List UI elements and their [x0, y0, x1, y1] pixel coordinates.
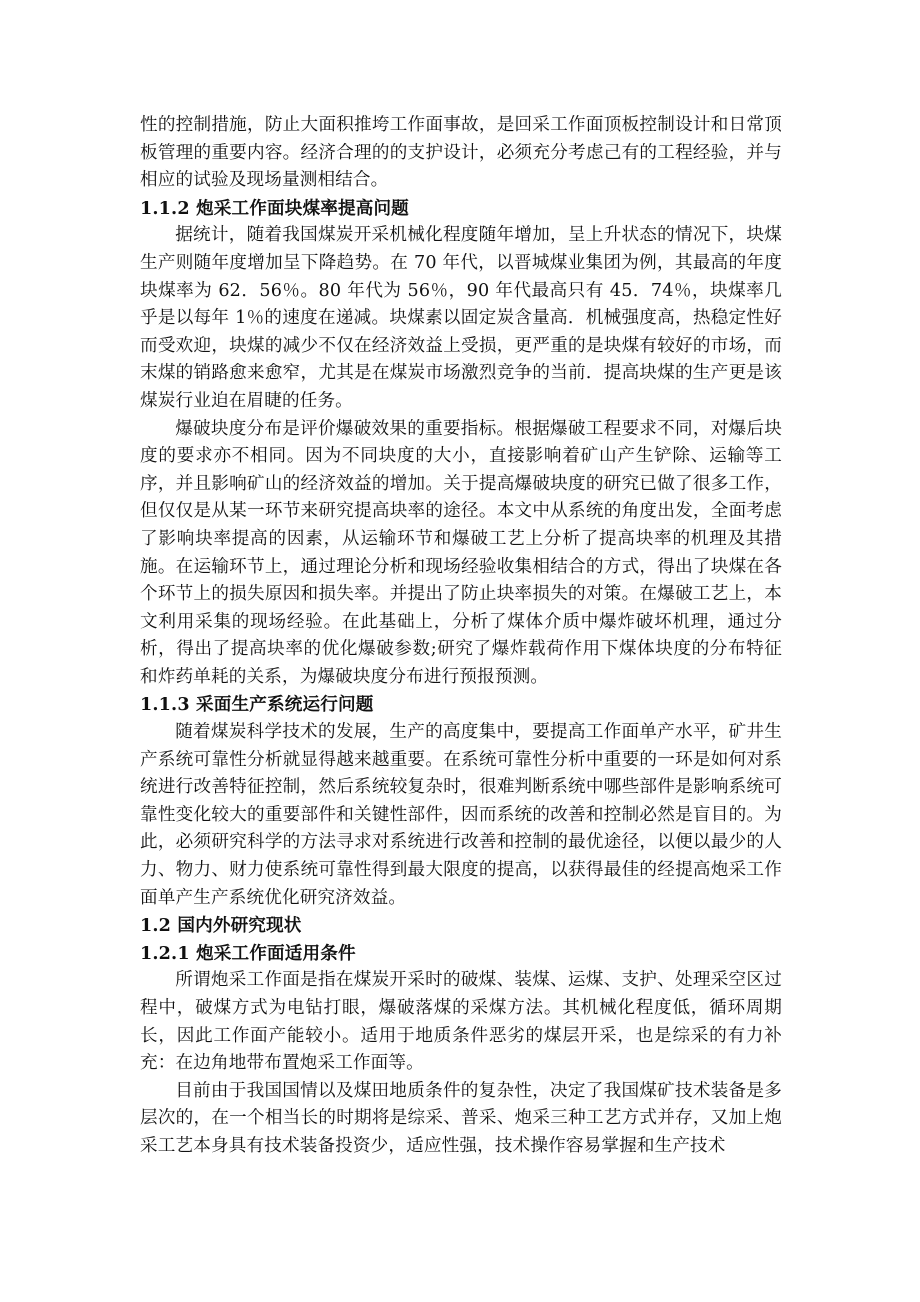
body-paragraph: 所谓炮采工作面是指在煤炭开采时的破煤、装煤、运煤、支护、处理采空区过程中，破煤方式为电钻打眼，爆破落煤的采煤方法。其机械化程度低，循环周期长，因此工作面产能较小。适用于地质条件恶劣的煤层开采，也是综采的有力补充：在边角地带布置炮采工作面等。: [140, 970, 782, 1074]
body-paragraph: 据统计，随着我国煤炭开采机械化程度随年增加，呈上升状态的情况下，块煤生产则随年度增加呈下降趋势。在 70 年代，以晋城煤业集团为例，其最高的年度块煤率为 62．56％。80 年代为 56％，90 年代最高只有 45．74％，块煤率几乎是以每年 1％的速度在递减。块煤素以固定炭含量高．机械强度高，热稳定性好而受欢迎，块煤的减少不仅在经济效益上受损，更严重的是块煤有较好的市场，而末煤的销路愈来愈窄，尤其是在煤炭市场激烈竞争的当前．提高块煤的生产更是该煤炭行业迫在眉睫的任务。: [140, 225, 782, 411]
body-paragraph: 目前由于我国国情以及煤田地质条件的复杂性，决定了我国煤矿技术装备是多层次的，在一个相当长的时期将是综采、普采、炮采三种工艺方式并存，又加上炮采工艺本身具有技术装备投资少，适应性强，技术操作容易掌握和生产技术: [140, 1080, 782, 1156]
document-page: [140, 112, 782, 1161]
body-paragraph: 性的控制措施，防止大面积推垮工作面事故，是回采工作面顶板控制设计和日常顶板管理的重要内容。经济合理的的支护设计，必须充分考虑己有的工程经验，并与相应的试验及现场量测相结合。: [140, 115, 782, 191]
section-heading-1-2: 1.2 国内外研究现状: [140, 915, 302, 937]
body-paragraph: 随着煤炭科学技术的发展，生产的高度集中，要提高工作面单产水平，矿井生产系统可靠性分析就显得越来越重要。在系统可靠性分析中重要的一环是如何对系统进行改善特征控制，然后系统较复杂时，很难判断系统中哪些部件是影响系统可靠性变化较大的重要部件和关键性部件，因而系统的改善和控制必然是盲目的。为此，必须研究科学的方法寻求对系统进行改善和控制的最优途径，以便以最少的人力、物力、财力使系统可靠性得到最大限度的提高，以获得最佳的经提高炮采工作面单产生产系统优化研究济效益。: [140, 722, 782, 908]
section-heading-1-1-3: 1.1.3 采面生产系统运行问题: [140, 694, 374, 716]
body-paragraph: 爆破块度分布是评价爆破效果的重要指标。根据爆破工程要求不同，对爆后块度的要求亦不相同。因为不同块度的大小，直接影响着矿山产生铲除、运输等工序，并且影响矿山的经济效益的增加。关于提高爆破块度的研究已做了很多工作，但仅仅是从某一环节来研究提高块率的途径。本文中从系统的角度出发，全面考虑了影响块率提高的因素，从运输环节和爆破工艺上分析了提高块率的机理及其措施。在运输环节上，通过理论分析和现场经验收集相结合的方式，得出了块煤在各个环节上的损失原因和损失率。并提出了防止块率损失的对策。在爆破工艺上，本文利用采集的现场经验。在此基础上，分析了煤体介质中爆炸破坏机理，通过分析，得出了提高块率的优化爆破参数;研究了爆炸载荷作用下煤体块度的分布特征和炸药单耗的关系，为爆破块度分布进行预报预测。: [140, 418, 782, 687]
section-heading-1-1-2: 1.1.2 炮采工作面块煤率提高问题: [140, 197, 409, 219]
section-heading-1-2-1: 1.2.1 炮采工作面适用条件: [140, 942, 356, 964]
